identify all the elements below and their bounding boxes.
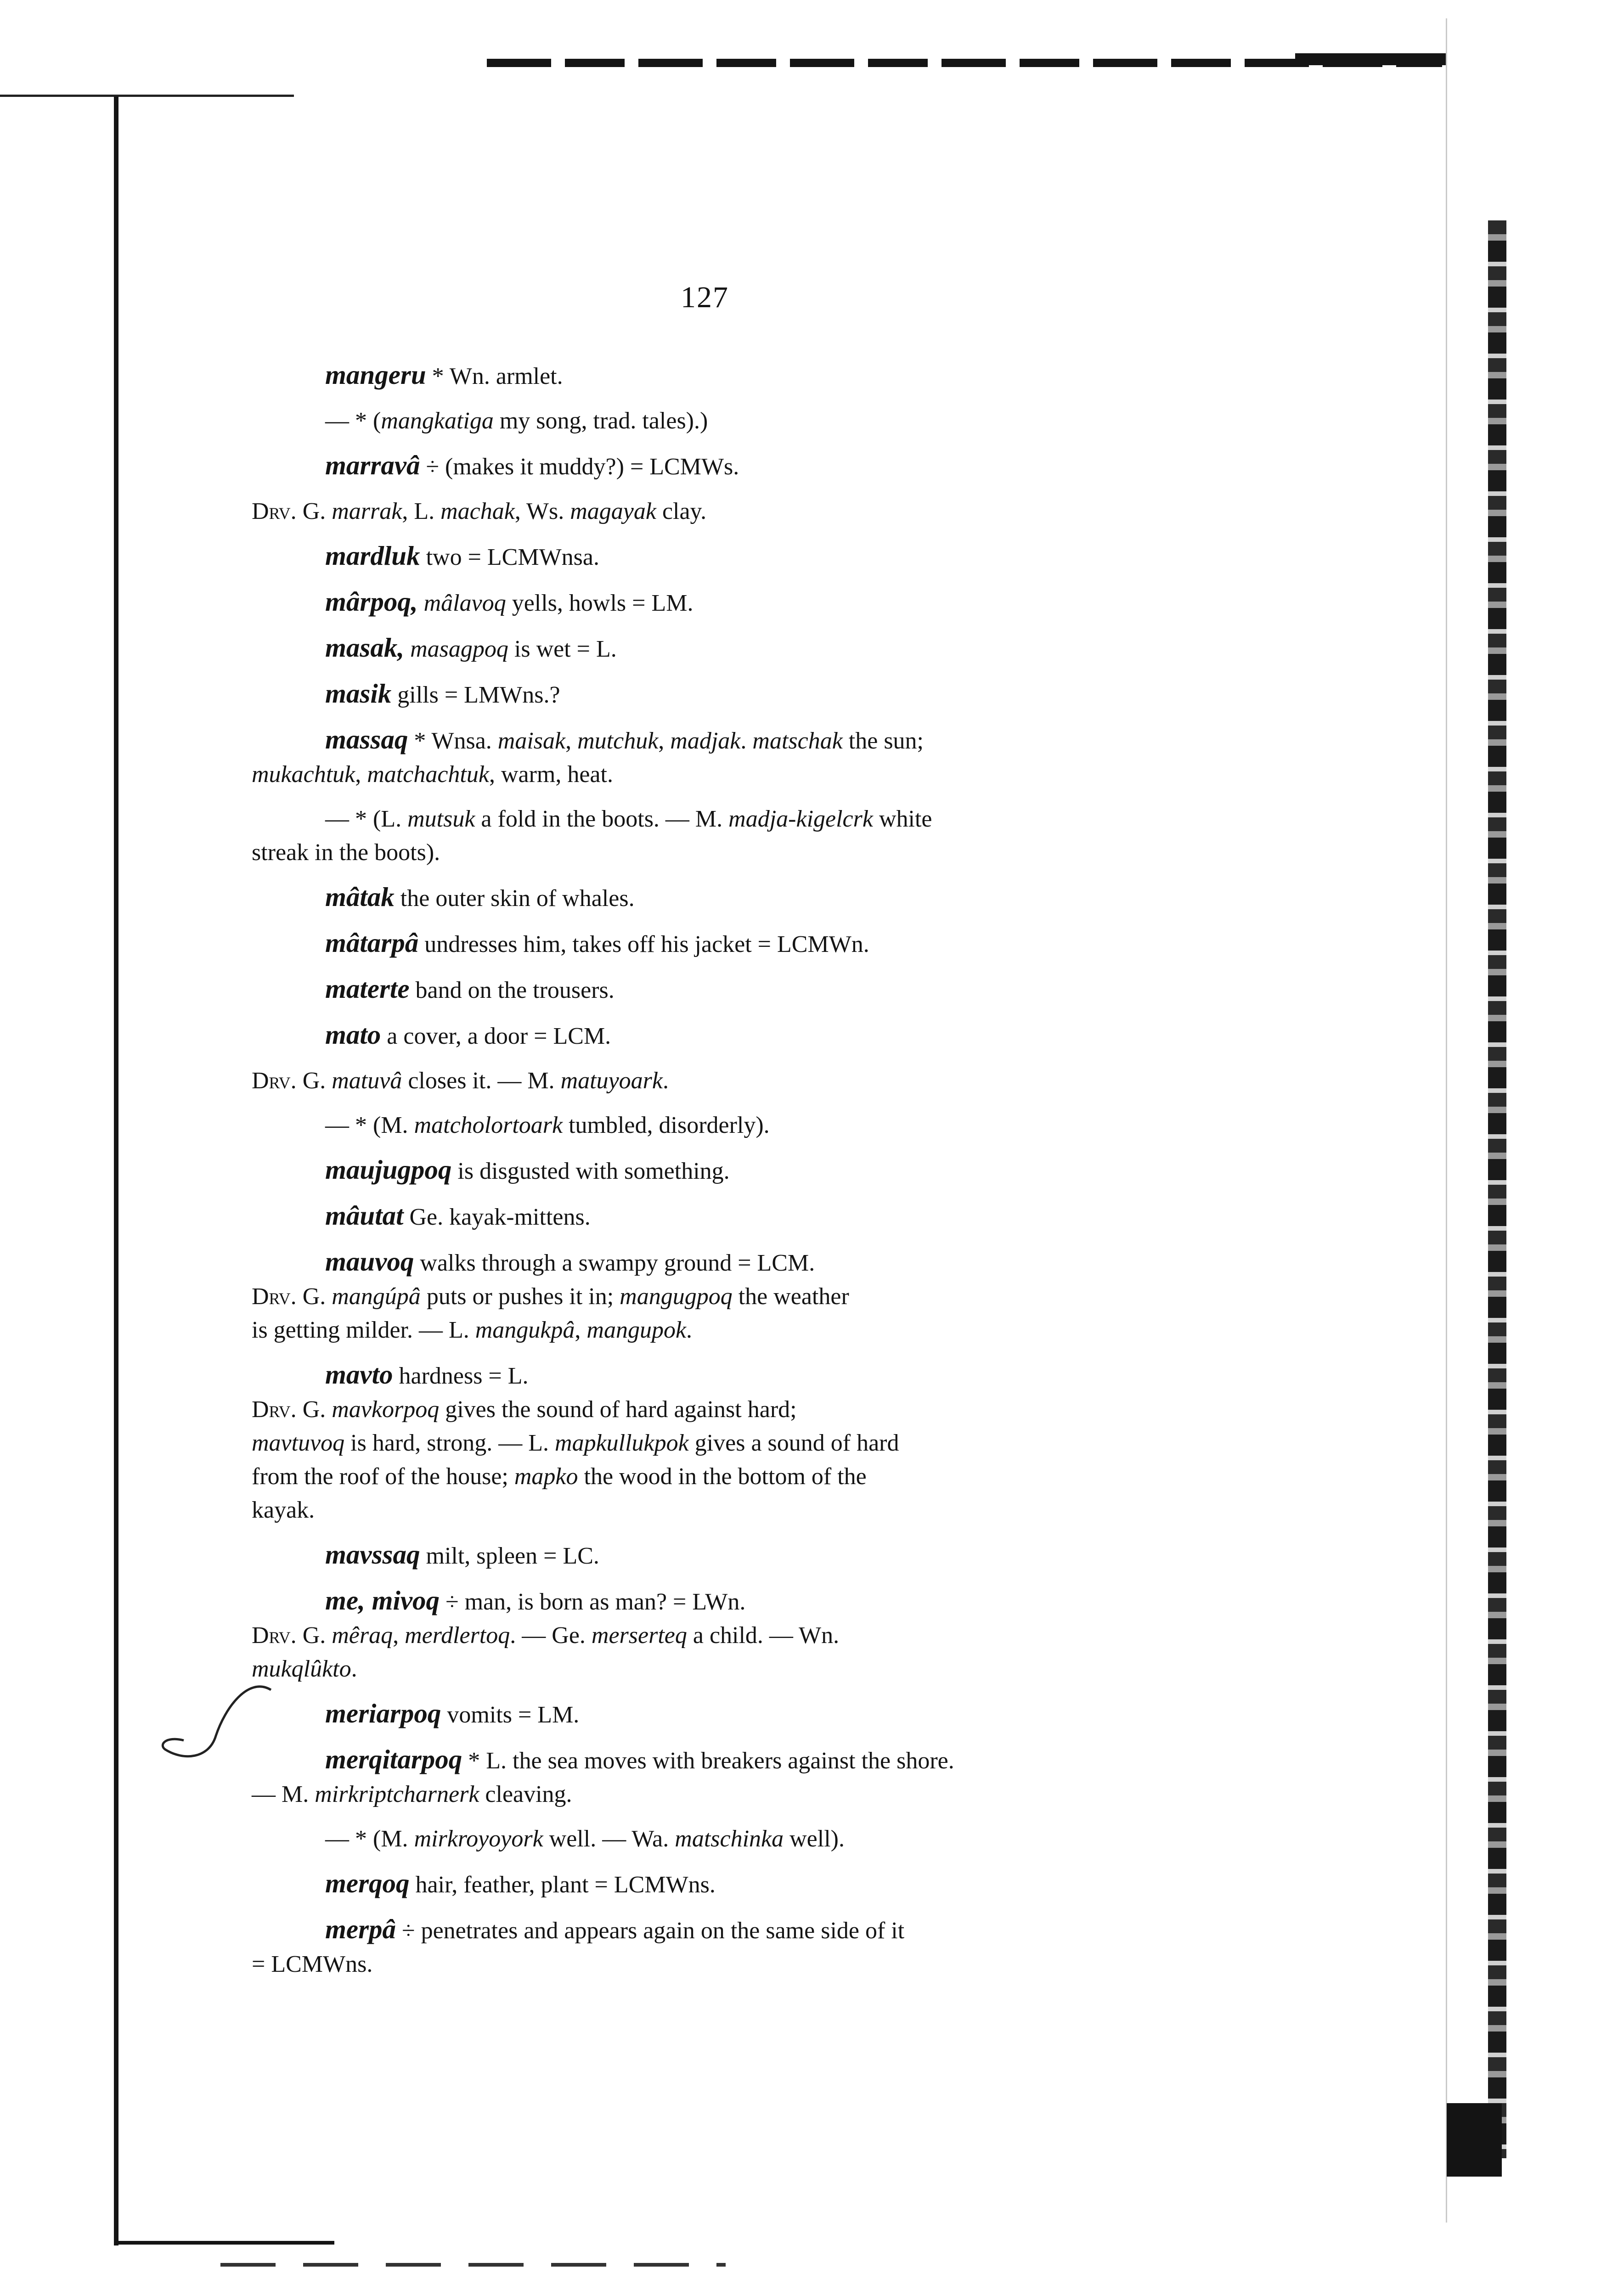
dictionary-entry [252, 1913, 1143, 1981]
entry-text: a cover, a door = LCM. [381, 1023, 611, 1049]
headword: mâtarpâ [325, 928, 419, 958]
entry-line [252, 880, 1143, 915]
entry-text: band on the trousers. [409, 977, 615, 1003]
scan-bottom-marks [220, 2263, 726, 2267]
entry-text: * L. the sea moves with breakers against the shore. [462, 1748, 954, 1774]
entry-text: well). [784, 1826, 845, 1852]
italic-term: matuvâ [332, 1068, 402, 1094]
headword: mardluk [325, 540, 420, 571]
dictionary-entry [252, 723, 1143, 791]
entry-text: , [658, 728, 671, 754]
headword: mâutat [325, 1200, 404, 1231]
entry-line [252, 836, 1143, 869]
entry-text: is hard, strong. — L. [344, 1430, 555, 1456]
entry-text: Ge. kayak-mittens. [403, 1204, 591, 1230]
entry-text: tumbled, disorderly). [563, 1112, 770, 1138]
dictionary-entry [252, 1358, 1143, 1527]
entry-line [252, 1913, 1143, 1947]
italic-term: mavtuvoq [252, 1430, 345, 1456]
headword: masik [325, 678, 392, 709]
italic-term: mirkriptcharnerk [315, 1781, 479, 1807]
dictionary-entry [252, 1109, 1143, 1142]
dictionary-entry [252, 802, 1143, 869]
italic-term: machak [440, 498, 515, 524]
entry-text: gills = LMWns.? [391, 682, 560, 708]
entry-line [252, 358, 1143, 393]
headword: materte [325, 974, 410, 1004]
italic-term: maisak [497, 728, 566, 754]
italic-term: mangupok [586, 1317, 687, 1343]
italic-term: mêraq [332, 1622, 393, 1649]
entry-line [252, 1460, 1143, 1493]
dictionary-entry [252, 1153, 1143, 1188]
entry-text: white [873, 806, 932, 832]
italic-term: mutchuk [577, 728, 659, 754]
dictionary-entry [252, 631, 1143, 666]
entry-text: . — Ge. [510, 1622, 592, 1649]
entry-text: hair, feather, plant = LCMWns. [409, 1872, 716, 1898]
entry-line [252, 1064, 1143, 1097]
entry-line [252, 1822, 1143, 1856]
entry-text: my song, trad. tales).) [493, 408, 708, 434]
dictionary-entry [252, 495, 1143, 528]
headword: maujugpoq [325, 1154, 452, 1185]
dictionary-entry [252, 1584, 1143, 1686]
dictionary-entry [252, 1064, 1143, 1097]
headword: merpâ [325, 1914, 396, 1944]
italic-term: mangugpoq [620, 1283, 733, 1310]
entry-text: . [740, 728, 753, 754]
entry-line [252, 1199, 1143, 1234]
dictionary-entry [252, 1867, 1143, 1902]
dictionary-entry [252, 880, 1143, 915]
entry-text: cleaving. [479, 1781, 572, 1807]
entry-text [404, 636, 410, 662]
dictionary-entry [252, 585, 1143, 620]
entry-line [252, 1584, 1143, 1619]
entry-line [252, 1619, 1143, 1652]
italic-term: mutsuk [407, 806, 475, 832]
entry-text: — * (M. [325, 1112, 414, 1138]
italic-term: merdlertoq [405, 1622, 510, 1649]
italic-term: matschak [752, 728, 843, 754]
entry-text: a child. — Wn. [687, 1622, 840, 1649]
entry-line [252, 539, 1143, 574]
dictionary-entry [252, 1743, 1143, 1811]
entry-text: — * (L. [325, 806, 408, 832]
entry-line [252, 802, 1143, 836]
page-number: 127 [681, 281, 729, 314]
page-edge-right [1488, 220, 1506, 2158]
entry-text: the weather [732, 1283, 849, 1310]
page-edge-right-shadow [1447, 2103, 1502, 2177]
entry-line [252, 1393, 1143, 1426]
dictionary-entry [252, 358, 1143, 393]
dictionary-entry [252, 1697, 1143, 1732]
entry-text: puts or pushes it in; [420, 1283, 620, 1310]
entry-text: milt, spleen = LC. [420, 1543, 599, 1569]
derivation-label: Drv. [252, 1068, 297, 1094]
italic-term: madjak [670, 728, 741, 754]
entry-text: walks through a swampy ground = LCM. [414, 1250, 815, 1276]
dictionary-entry [252, 404, 1143, 438]
italic-term: matuyoark [560, 1068, 663, 1094]
entry-text: streak in the boots). [252, 839, 440, 866]
headword: massaq [325, 724, 408, 754]
dictionary-entry [252, 1538, 1143, 1573]
italic-term: mapkullukpok [555, 1430, 689, 1456]
entry-line [252, 1426, 1143, 1460]
headword: mangeru [325, 360, 426, 390]
entry-text: , [393, 1622, 405, 1649]
entry-line [252, 677, 1143, 712]
italic-term: matcholortoark [414, 1112, 563, 1138]
entry-text: the outer skin of whales. [394, 885, 635, 912]
dictionary-entry [252, 926, 1143, 961]
entry-text: — * ( [325, 408, 381, 434]
headword: me, mivoq [325, 1585, 440, 1615]
page-edge-left [114, 96, 118, 2245]
entry-text: . [662, 1068, 669, 1094]
entry-text: from the roof of the house; [252, 1463, 514, 1490]
dictionary-entry [252, 972, 1143, 1007]
headword: merqoq [325, 1868, 410, 1898]
entry-text: , [355, 761, 367, 788]
entry-text: yells, howls = LM. [506, 590, 693, 616]
italic-term: matchachtuk [367, 761, 489, 788]
headword: mâtak [325, 882, 395, 912]
entry-text: undresses him, takes off his jacket = LCMWn. [418, 931, 869, 957]
entry-line [252, 449, 1143, 484]
entry-text: G. [296, 1622, 332, 1649]
entry-text: G. [296, 1283, 332, 1310]
dictionary-entry [252, 539, 1143, 574]
italic-term: marrak [332, 498, 402, 524]
entry-text: G. [296, 1068, 332, 1094]
entry-line [252, 1109, 1143, 1142]
entry-line [252, 1358, 1143, 1393]
entry-line [252, 1652, 1143, 1686]
dictionary-entry [252, 449, 1143, 484]
italic-term: mavkorpoq [332, 1396, 440, 1423]
headword: marravâ [325, 450, 420, 480]
italic-term: mukachtuk [252, 761, 355, 788]
italic-term: mangukpâ [475, 1317, 575, 1343]
entry-text: is disgusted with something. [451, 1158, 730, 1184]
entry-text: , warm, heat. [489, 761, 613, 788]
derivation-label: Drv. [252, 1283, 297, 1310]
entry-line [252, 1697, 1143, 1732]
entry-line [252, 1493, 1143, 1527]
entry-text: ÷ man, is born as man? = LWn. [440, 1589, 746, 1615]
entry-text: is getting milder. — L. [252, 1317, 475, 1343]
entry-text: — M. [252, 1781, 315, 1807]
entry-text: * Wnsa. [408, 728, 498, 754]
italic-term: mangúpâ [332, 1283, 421, 1310]
entry-text: , [575, 1317, 587, 1343]
headword: meriarpoq [325, 1698, 441, 1728]
headword: mavto [325, 1359, 393, 1390]
entry-text: gives a sound of hard [688, 1430, 899, 1456]
entry-text: the sun; [842, 728, 924, 754]
entry-text: closes it. — M. [402, 1068, 561, 1094]
entry-line [252, 1245, 1143, 1280]
entry-line [252, 926, 1143, 961]
page-edge-right-line [1446, 18, 1447, 2223]
entry-text: gives the sound of hard against hard; [439, 1396, 797, 1423]
entry-line [252, 1153, 1143, 1188]
entry-line [252, 404, 1143, 438]
headword: mavssaq [325, 1539, 420, 1570]
italic-term: mangkatiga [381, 408, 494, 434]
entry-text: kayak. [252, 1497, 315, 1523]
entry-line [252, 1018, 1143, 1053]
entry-text: * Wn. armlet. [426, 363, 563, 389]
headword: mârpoq, [325, 586, 418, 617]
entry-text: a fold in the boots. — M. [475, 806, 729, 832]
entry-text: ÷ penetrates and appears again on the same side of it [396, 1918, 905, 1944]
entry-line [252, 723, 1143, 758]
entry-line [252, 495, 1143, 528]
entry-text: the wood in the bottom of the [578, 1463, 867, 1490]
italic-term: magayak [570, 498, 656, 524]
dictionary-entry [252, 677, 1143, 712]
entry-line [252, 758, 1143, 791]
entry-line [252, 1313, 1143, 1347]
page-edge-bottom [114, 2241, 334, 2245]
entry-line [252, 1778, 1143, 1811]
entry-text: two = LCMWnsa. [420, 544, 599, 570]
scan-top-bar-right [1295, 53, 1447, 65]
entry-text: , L. [402, 498, 441, 524]
entry-line [252, 1538, 1143, 1573]
italic-term: mukqlûkto [252, 1656, 351, 1682]
entry-line [252, 585, 1143, 620]
scan-left-line [0, 95, 294, 97]
headword: mauvoq [325, 1246, 414, 1277]
derivation-label: Drv. [252, 1622, 297, 1649]
italic-term: merserteq [591, 1622, 687, 1649]
dictionary-entry [252, 1822, 1143, 1856]
dictionary-entries [252, 358, 1143, 1981]
entry-text: ÷ (makes it muddy?) = LCMWs. [420, 454, 739, 480]
italic-term: mirkroyoyork [414, 1826, 543, 1852]
entry-line [252, 1867, 1143, 1902]
headword: mato [325, 1019, 381, 1050]
entry-text: = LCMWns. [252, 1951, 373, 1977]
entry-line [252, 1280, 1143, 1313]
italic-term: mapko [514, 1463, 578, 1490]
headword: merqitarpoq [325, 1744, 462, 1774]
italic-term: masagpoq [410, 636, 508, 662]
entry-text: clay. [656, 498, 707, 524]
entry-text: vomits = LM. [441, 1702, 580, 1728]
dictionary-entry [252, 1018, 1143, 1053]
entry-text: G. [296, 498, 332, 524]
italic-term: madja-kigelcrk [728, 806, 873, 832]
entry-text: . [686, 1317, 693, 1343]
italic-term: mâlavoq [423, 590, 506, 616]
entry-text: , Ws. [514, 498, 570, 524]
derivation-label: Drv. [252, 498, 297, 524]
entry-line [252, 1743, 1143, 1778]
entry-text: . [351, 1656, 357, 1682]
entry-line [252, 1947, 1143, 1981]
headword: masak, [325, 632, 405, 663]
entry-text: is wet = L. [508, 636, 617, 662]
italic-term: matschinka [675, 1826, 784, 1852]
derivation-label: Drv. [252, 1396, 297, 1423]
dictionary-entry [252, 1199, 1143, 1234]
entry-line [252, 972, 1143, 1007]
entry-text [418, 590, 424, 616]
entry-text: , [565, 728, 578, 754]
entry-text: G. [296, 1396, 332, 1423]
entry-text: well. — Wa. [543, 1826, 675, 1852]
dictionary-entry [252, 1245, 1143, 1347]
entry-text: hardness = L. [393, 1363, 529, 1389]
entry-text: — * (M. [325, 1826, 414, 1852]
entry-line [252, 631, 1143, 666]
